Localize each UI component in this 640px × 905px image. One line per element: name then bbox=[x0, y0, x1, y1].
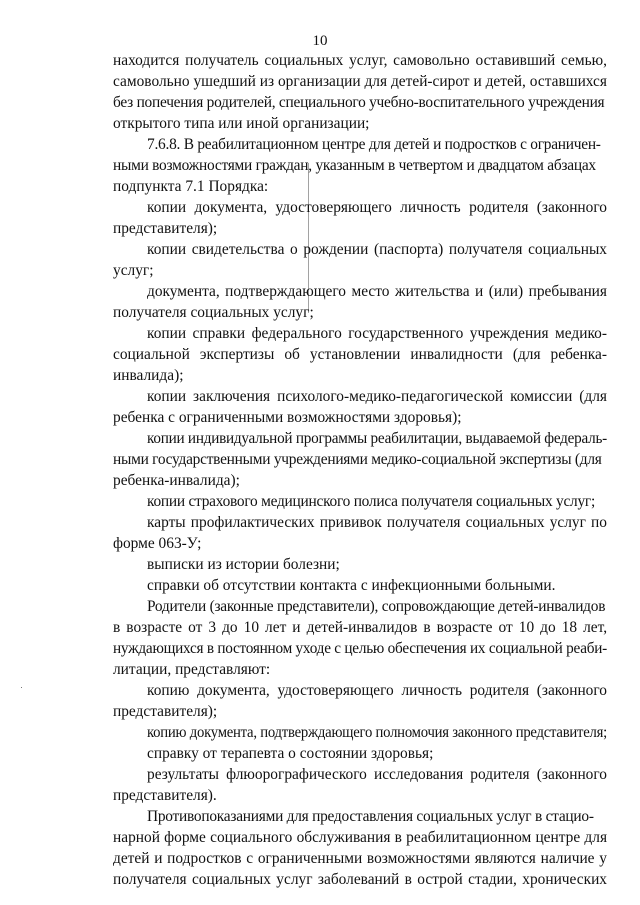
text-line: без попечения родителей, специального учебно-воспитательного учреждения bbox=[113, 94, 605, 111]
text-line: инвалида); bbox=[113, 367, 184, 384]
text-line: представителя); bbox=[113, 703, 218, 720]
text-line: в возрасте от 3 до 10 лет и детей-инвалидов в возрасте от 10 до 18 лет, bbox=[113, 619, 608, 636]
text-line: ребенка с ограниченными возможностями здоровья); bbox=[113, 409, 462, 426]
text-line: карты профилактических прививок получателя социальных услуг по bbox=[147, 514, 607, 531]
text-line: копии документа, удостоверяющего личность родителя (законного bbox=[147, 199, 607, 216]
text-line: получателя социальных услуг заболеваний в острой стадии, хронических bbox=[113, 871, 608, 888]
text-line: копии индивидуальной программы реабилитации, выдаваемой федераль- bbox=[147, 430, 607, 447]
text-line: услуг; bbox=[113, 262, 154, 279]
text-line: ребенка-инвалида); bbox=[113, 472, 240, 489]
text-line: представителя). bbox=[113, 787, 217, 804]
text-line: находится получатель социальных услуг, самовольно оставивший семью, bbox=[113, 52, 607, 69]
text-line: результаты флюорографического исследования родителя (законного bbox=[147, 766, 607, 783]
text-line: Противопоказаниями для предоставления социальных услуг в стацио- bbox=[147, 808, 594, 825]
text-line: нуждающихся в постоянном уходе с целью обеспечения их социальной реаби- bbox=[113, 640, 607, 657]
text-line: копию документа, подтверждающего полномочия законного представителя; bbox=[147, 724, 607, 741]
text-line: детей и подростков с ограниченными возможностями являются наличие у bbox=[113, 850, 607, 867]
text-line: подпункта 7.1 Порядка: bbox=[113, 178, 269, 195]
text-line: копию документа, удостоверяющего личность родителя (законного bbox=[147, 682, 607, 699]
text-line: выписки из истории болезни; bbox=[147, 556, 340, 573]
text-line: представителя); bbox=[113, 220, 218, 237]
text-line: справки об отсутствии контакта с инфекционными больными. bbox=[147, 577, 556, 594]
text-line: 7.6.8. В реабилитационном центре для детей и подростков с ограничен- bbox=[147, 136, 601, 153]
text-line: форме 063-У; bbox=[113, 535, 202, 552]
text-line: ными возможностями граждан, указанным в четвертом и двадцатом абзацах bbox=[113, 157, 596, 174]
text-line: копии заключения психолого-медико-педагогической комиссии (для bbox=[147, 388, 607, 405]
text-line: Родители (законные представители), сопровождающие детей-инвалидов bbox=[147, 598, 606, 615]
text-line: самовольно ушедший из организации для детей-сирот и детей, оставшихся bbox=[113, 73, 607, 90]
text-line: открытого типа или иной организации; bbox=[113, 115, 370, 132]
text-line: копии свидетельства о рождении (паспорта) получателя социальных bbox=[147, 241, 608, 258]
text-line: социальной экспертизы об установлении инвалидности (для ребенка- bbox=[113, 346, 607, 363]
text-line: справку от терапевта о состоянии здоровья; bbox=[147, 745, 434, 762]
text-line: нарной форме социального обслуживания в реабилитационном центре для bbox=[113, 829, 608, 846]
text-line: копии страхового медицинского полиса получателя социальных услуг; bbox=[147, 493, 595, 510]
text-line: копии справки федерального государственного учреждения медико- bbox=[147, 325, 607, 342]
text-line: документа, подтверждающего место жительства и (или) пребывания bbox=[147, 283, 607, 300]
page-number: 10 bbox=[312, 33, 328, 49]
text-line: ными государственными учреждениями медико-социальной экспертизы (для bbox=[113, 451, 602, 468]
scan-speck bbox=[21, 687, 22, 688]
text-line: литации, представляют: bbox=[113, 661, 271, 678]
text-line: получателя социальных услуг; bbox=[113, 304, 314, 321]
